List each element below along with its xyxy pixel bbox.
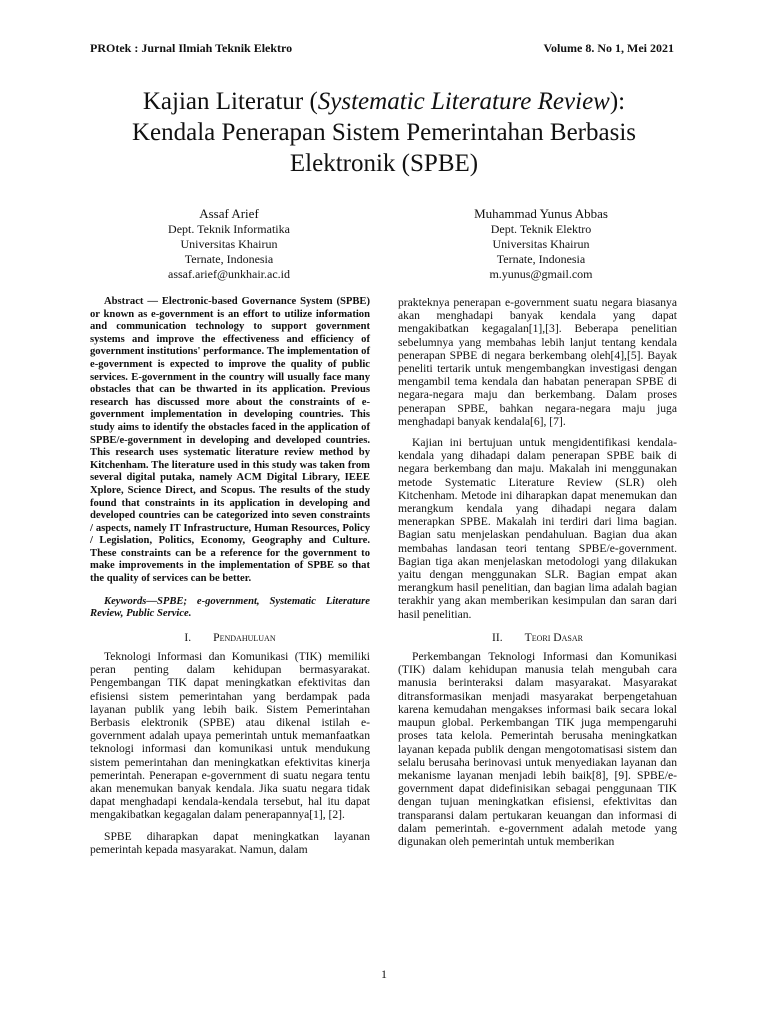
author-dept: Dept. Teknik Elektro xyxy=(490,222,592,236)
intro-paragraph-1: Teknologi Informasi dan Komunikasi (TIK) memiliki peran penting dalam kehidupan bermasyarakat. Pengembangan TIK dapat meningkatkan efektivitas dan efisiensi sistem pemerintahan yang berdampak pada layanan publik yang lebih baik. Sistem Pemerintahan Berbasis elektronik (SPBE) atau dikenal istilah e-government adalah upaya pemerintah untuk memanfaatkan teknologi informasi dan komunikasi untuk mendukung sistem pemerintahan dan meningkatkan efektivitas kinerja pemerintah. Penerapan e-government di suatu negara tentu akan menemukan banyak kendala. Jika suatu negara tidak dapat menghadapi kendala-kendala tersebut, hal itu dapat mengakibatkan kegagalan dalam penerapannya[1], [2]. xyxy=(90,650,370,822)
author-block-1 xyxy=(120,205,338,282)
author-name: Muhammad Yunus Abbas xyxy=(474,206,608,221)
author-name: Assaf Arief xyxy=(199,206,259,221)
intro-paragraph-aim: Kajian ini bertujuan untuk mengidentifikasi kendala-kendala yang dihadapi dalam penerapan SPBE baik di negara berkembang dan maju. Makalah ini menggunakan metode Systematic Literature Review (SLR) oleh Kitchenham. Metode ini diharapkan dapat menemukan dan merangkum kendala yang dihadapi negara dalam menerapkan SPBE. Makalah ini terdiri dari lima bagian. Bagian satu menjelaskan pendahuluan. Bagian dua akan membahas landasan teori tentang SPBE/e-government. Bagian tiga akan menjelaskan metodologi yang dilakukan yaitu dengan menggunakan SLR. Bagian empat akan merangkum hasil penelitian, dan bagian lima adalah bagian terakhir yang akan memberikan kesimpulan dan saran dari hasil penelitian. xyxy=(398,436,677,621)
section-title: Teori Dasar xyxy=(524,630,583,644)
title-part2: ): xyxy=(609,88,626,115)
abstract: Abstract — Electronic-based Governance System (SPBE) or known as e-government is an effort to utilize information and communication technology to support government systems and improve the effectiveness and efficiency of government institutions' performance. The implementation of e-government is expected to improve the quality of public services. E-government in the country will usually face many obstacles that can be thwarted in its application. Previous research has discussed more about the constraints of e-government implementation in developing countries. This study aims to identify the obstacles faced in the application of SPBE/e-government in developing and developed countries. This research uses systematic literature review method by Kitchenham. The literature used in this study was taken from several digital putaka, namely ACM Digital Library, IEEE Xplore, Science Direct, and Scopus. The results of the study found that constraints in its application in developing and developed countries can be categorized into seven constraints / aspects, namely IT Infrastructure, Human Resources, Policy / Legislation, Politics, Economy, Geography and Culture. These constraints can be a reference for the government to make improvements in the implementation of SPBE so that the quality of services can be better. xyxy=(90,296,370,585)
section-number: I. xyxy=(184,630,192,644)
left-column xyxy=(90,296,370,864)
intro-paragraph-2: SPBE diharapkan dapat meningkatkan layanan pemerintah kepada masyarakat. Namun, dalam xyxy=(90,829,370,856)
author-block-2 xyxy=(432,205,650,282)
theory-paragraph-1: Perkembangan Teknologi Informasi dan Komunikasi (TIK) dalam kehidupan manusia telah mengubah cara manusia berinteraksi dalam masyarakat. Masyarakat ditransformasikan menjadi masyarakat berpengetahuan karena kemudahan mengakses informasi baik secara lokal maupun global. Perkembangan TIK juga mempengaruhi proses tata kelola. Pemerintah berusaha meningkatkan layanan kepada publik dengan mengotomatisasi sistem dan selalu berusaha berinovasi untuk menyediakan layanan dan mekanisme layanan menjadi lebih baik[8], [9]. SPBE/e-government dapat didefinisikan sebagai penggunaan TIK dengan tujuan meningkatkan efisiensi, efektivitas dan transparansi dalam pertukaran keuangan dan informasi di dalam pemerintah. e-government adalah metode yang digunakan oleh pemerintah untuk memberikan xyxy=(398,650,677,848)
title-line2: Kendala Penerapan Sistem Pemerintahan Berbasis xyxy=(131,119,637,146)
author-univ: Universitas Khairun xyxy=(492,237,590,251)
author-city: Ternate, Indonesia xyxy=(184,252,274,266)
author-email: m.yunus@gmail.com xyxy=(489,267,593,281)
author-email: assaf.arief@unkhair.ac.id xyxy=(168,267,290,281)
section-heading-2 xyxy=(398,631,677,644)
page-number: 1 xyxy=(381,967,387,981)
author-city: Ternate, Indonesia xyxy=(496,252,586,266)
section-heading-1 xyxy=(90,631,370,644)
title-italic: Systematic Literature Review xyxy=(317,88,610,115)
right-column xyxy=(398,296,677,856)
title-line3: Elektronik (SPBE) xyxy=(289,150,479,177)
title-part1: Kajian Literatur ( xyxy=(142,88,318,115)
section-number: II. xyxy=(492,630,503,644)
author-dept: Dept. Teknik Informatika xyxy=(168,222,290,236)
journal-header: PROtek : Jurnal Ilmiah Teknik Elektro xyxy=(90,41,293,55)
volume-header: Volume 8. No 1, Mei 2021 xyxy=(543,41,674,55)
section-title: Pendahuluan xyxy=(213,630,276,644)
paper-title xyxy=(80,86,688,179)
intro-paragraph-continued: prakteknya penerapan e-government suatu negara biasanya akan menghadapi banyak kendala yang dapat mengakibatkan kegagalan[1],[3]. Beberapa penelitian sebelumnya yang membahas lebih lanjut tentang kendala penerapan SPBE di negara berkembang oleh[4],[5]. Bayak peneliti tertarik untuk mengembangkan investigasi dengan mengambil tema kendala dan habatan penerapan SPBE di negara-negara maju dan berkembang. Dalam proses penerapan SPBE, bahkan negara-negara maju juga menghadapi banyak kendala[6], [7]. xyxy=(398,296,677,428)
author-univ: Universitas Khairun xyxy=(180,237,278,251)
keywords: Keywords—SPBE; e-government, Systematic Literature Review, Public Service. xyxy=(90,595,370,620)
